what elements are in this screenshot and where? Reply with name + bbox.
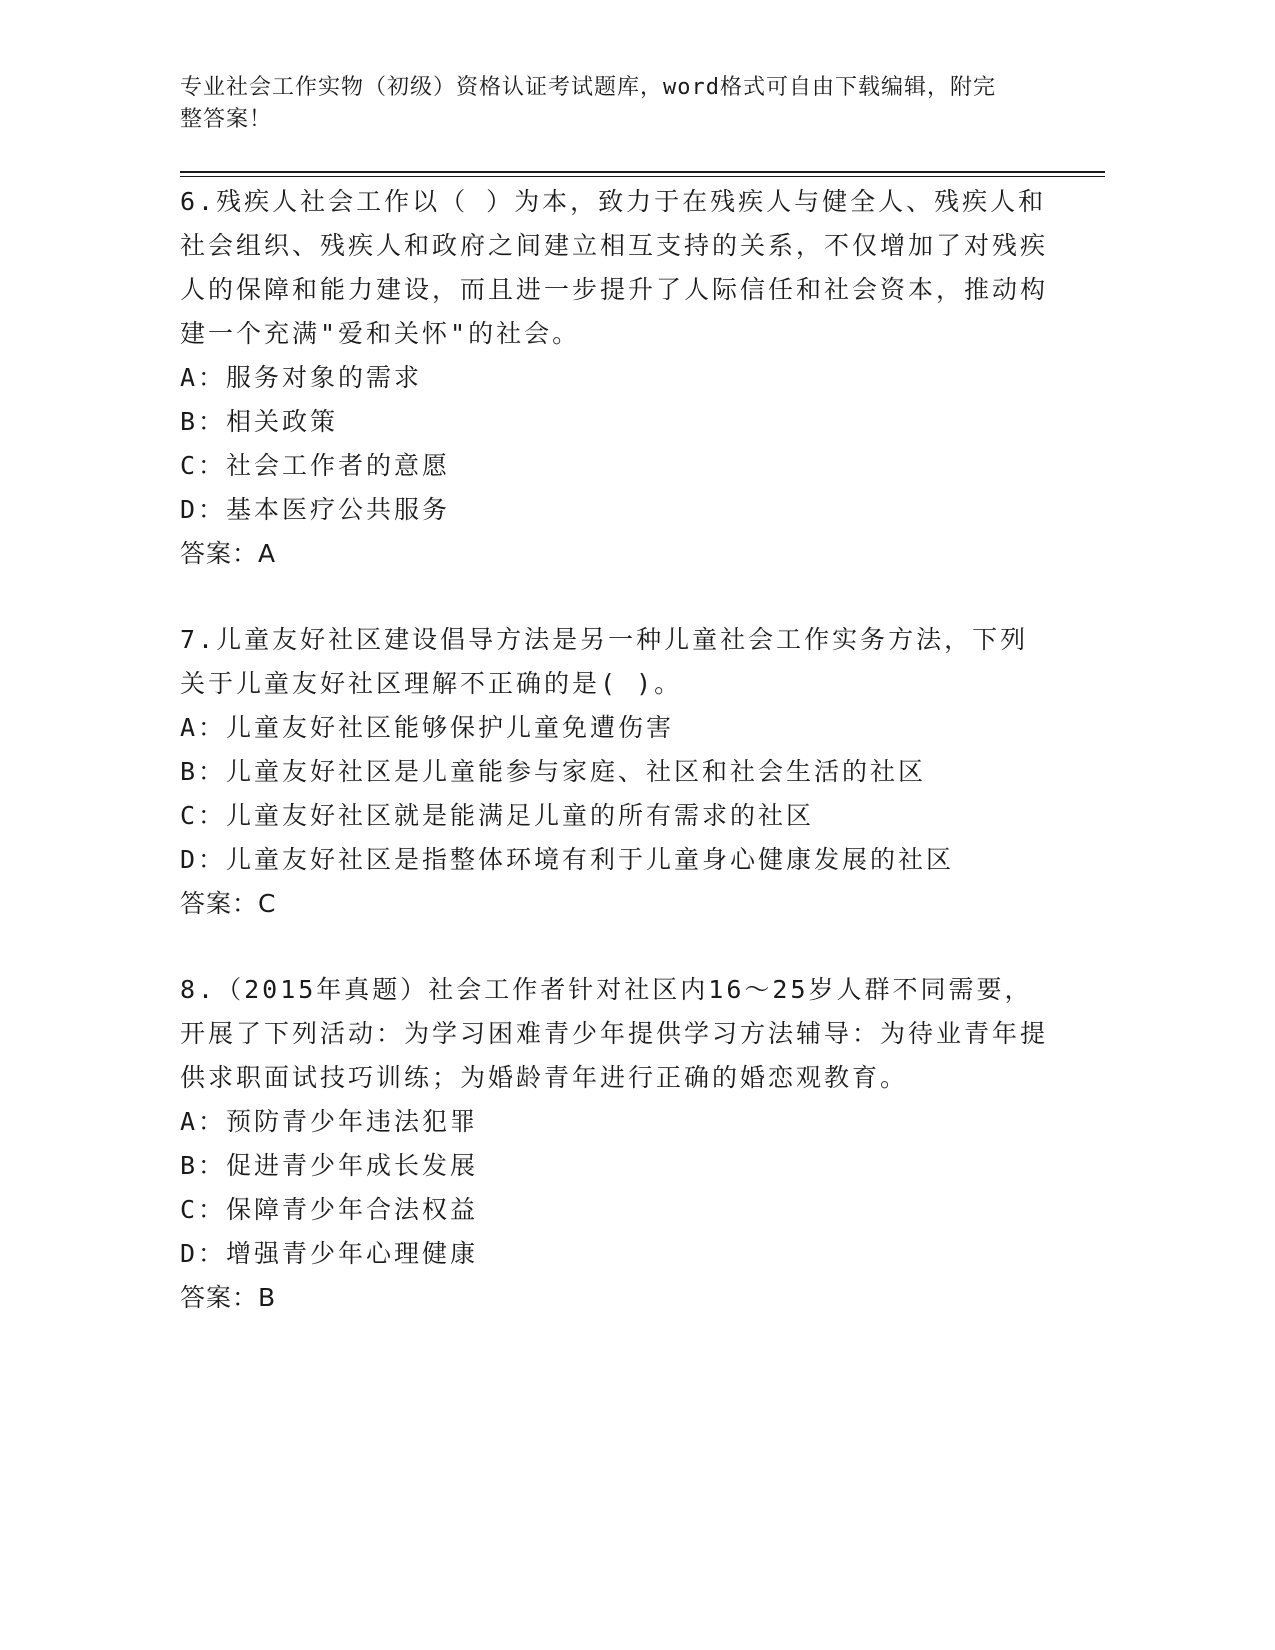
header-divider-thin	[180, 176, 1105, 177]
question-stem: 6.残疾人社会工作以（ ）为本，致力于在残疾人与健全人、残疾人和社会组织、残疾人和政府之间建立相互支持的关系，不仅增加了对残疾人的保障和能力建设，而且进一步提升了人际信任和社会资本，推动构建一个充满"爱和关怀"的社会。	[180, 187, 1049, 348]
question-8	[180, 968, 1050, 1320]
option-b: B：相关政策	[180, 407, 339, 436]
header-divider-thick	[180, 171, 1105, 173]
question-list	[180, 180, 1050, 1320]
question-6	[180, 180, 1050, 576]
option-a: A：儿童友好社区能够保护儿童免遭伤害	[180, 713, 675, 742]
option-b: B：促进青少年成长发展	[180, 1151, 479, 1180]
question-spacer	[180, 926, 1050, 968]
option-c: C：保障青少年合法权益	[180, 1195, 479, 1224]
answer-line: 答案：A	[180, 539, 277, 568]
header-line-1: 专业社会工作实物（初级）资格认证考试题库，word格式可自由下载编辑，附完	[180, 75, 996, 100]
header-line-2: 整答案！	[180, 107, 273, 132]
option-b: B：儿童友好社区是儿童能参与家庭、社区和社会生活的社区	[180, 757, 927, 786]
option-c: C：社会工作者的意愿	[180, 451, 451, 480]
option-a: A：服务对象的需求	[180, 363, 423, 392]
option-d: D：增强青少年心理健康	[180, 1239, 479, 1268]
answer-line: 答案：C	[180, 889, 277, 918]
option-d: D：儿童友好社区是指整体环境有利于儿童身心健康发展的社区	[180, 845, 955, 874]
page-header	[180, 72, 1050, 136]
option-d: D：基本医疗公共服务	[180, 495, 451, 524]
option-c: C：儿童友好社区就是能满足儿童的所有需求的社区	[180, 801, 815, 830]
question-spacer	[180, 576, 1050, 618]
question-7	[180, 618, 1050, 926]
answer-line: 答案：B	[180, 1283, 277, 1312]
option-a: A：预防青少年违法犯罪	[180, 1107, 479, 1136]
question-stem: 8.（2015年真题）社会工作者针对社区内16～25岁人群不同需要，开展了下列活动：为学习困难青少年提供学习方法辅导：为待业青年提供求职面试技巧训练；为婚龄青年进行正确的婚恋观教育。	[180, 975, 1049, 1092]
question-stem: 7.儿童友好社区建设倡导方法是另一种儿童社会工作实务方法，下列关于儿童友好社区理解不正确的是( )。	[180, 625, 1029, 698]
